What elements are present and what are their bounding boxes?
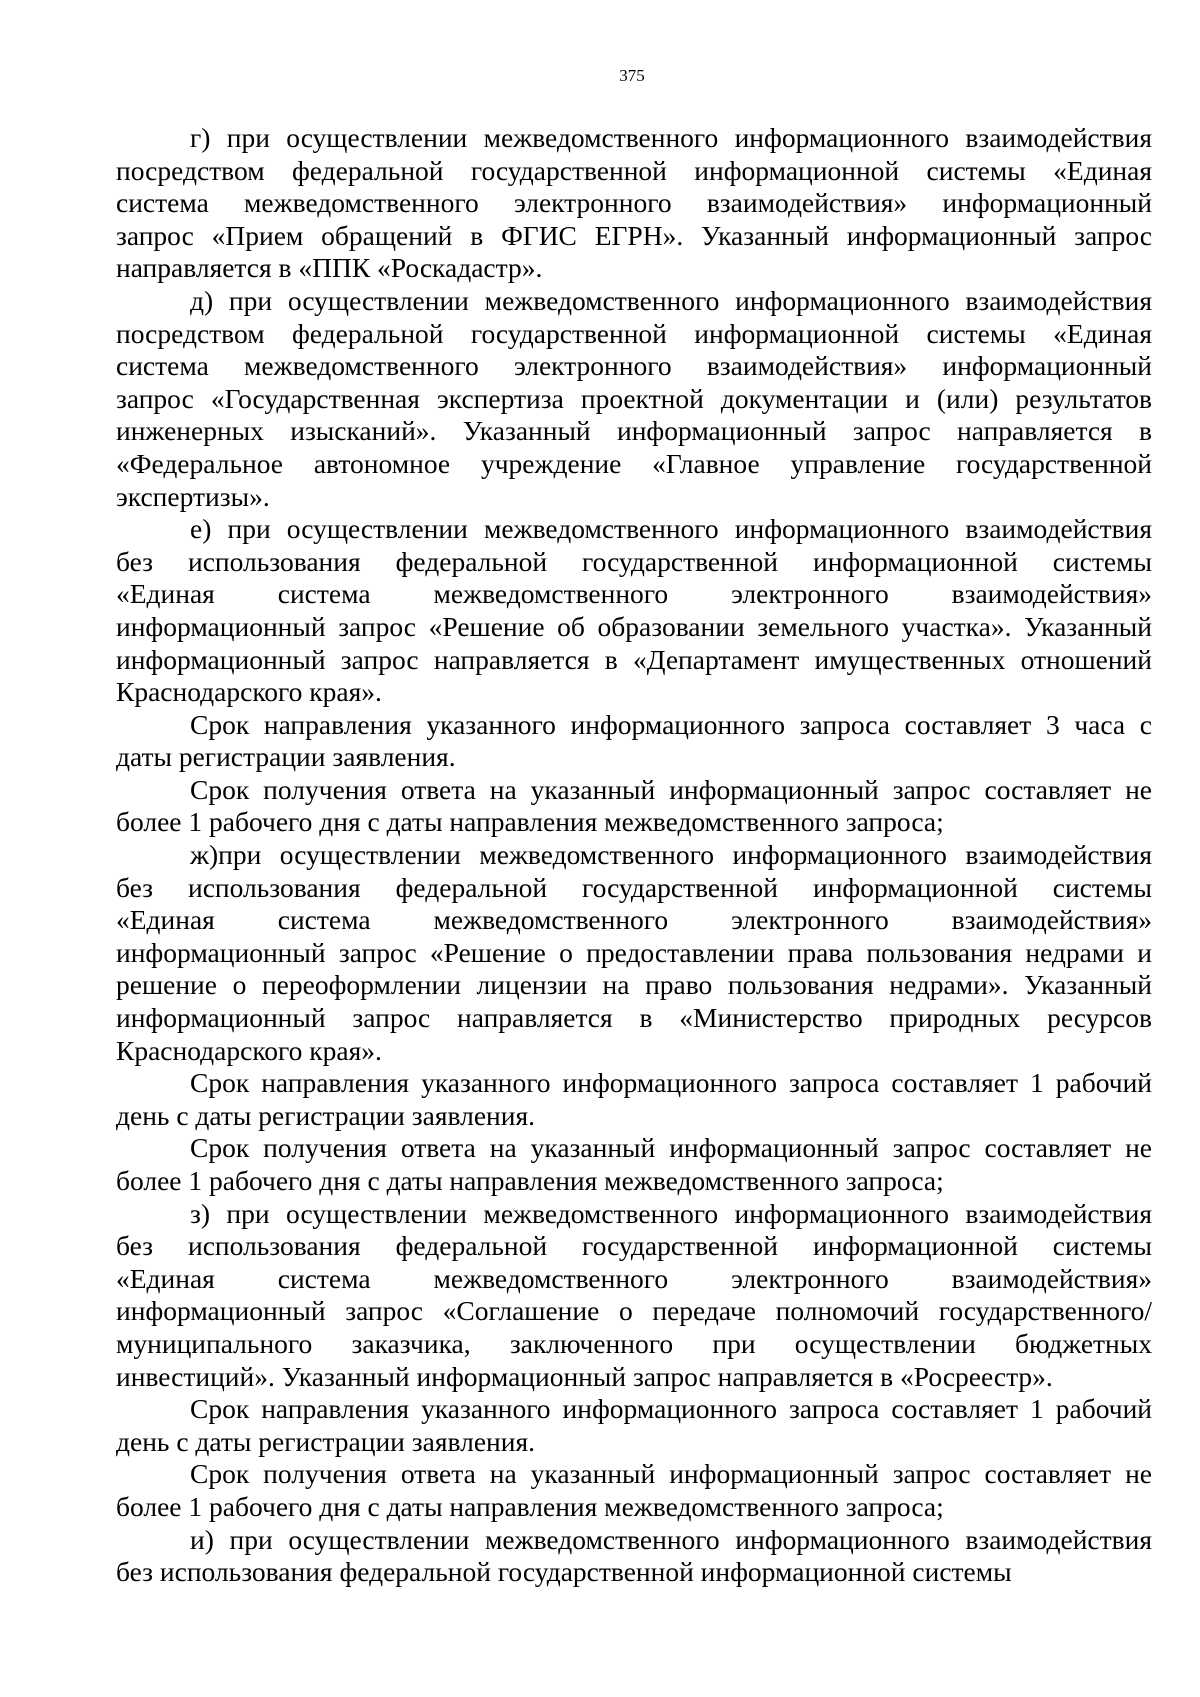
- paragraph: [116, 1132, 1152, 1197]
- text-line: г) при осуществлении межведомственного информационного взаимодействия: [190, 122, 1152, 153]
- paragraph: [116, 1458, 1152, 1523]
- text-line: муниципального заказчика, заключенного при осуществлении бюджетных: [116, 1327, 1152, 1359]
- text-line: «Единая система межведомственного электронного взаимодействия»: [116, 904, 1152, 936]
- paragraph: [116, 122, 1152, 285]
- text-line: «Единая система межведомственного электронного взаимодействия»: [116, 1262, 1152, 1294]
- text-line: информационный запрос направляется в «Министерство природных ресурсов: [116, 1002, 1152, 1034]
- text-line: посредством федеральной государственной информационной системы «Единая: [116, 317, 1152, 349]
- text-line: Краснодарского края».: [116, 1034, 382, 1066]
- text-line: день с даты регистрации заявления.: [116, 1099, 535, 1131]
- text-line: «Единая система межведомственного электронного взаимодействия»: [116, 578, 1152, 610]
- paragraph: [116, 1524, 1152, 1589]
- text-line: без использования федеральной государственной информационной системы: [116, 545, 1152, 577]
- text-line: информационный запрос «Соглашение о передаче полномочий государственного/: [116, 1295, 1152, 1327]
- page-number: 375: [619, 66, 645, 85]
- text-line: без использования федеральной государственной информационной системы: [116, 871, 1152, 903]
- paragraph: [116, 1393, 1152, 1458]
- text-line: запрос «Государственная экспертиза проектной документации и (или) результатов: [116, 382, 1152, 414]
- paragraph: [116, 1198, 1152, 1394]
- text-line: информационный запрос «Решение об образовании земельного участка». Указанный: [116, 610, 1152, 642]
- text-line: д) при осуществлении межведомственного информационного взаимодействия: [190, 284, 1152, 316]
- document-body: [116, 122, 1152, 1589]
- text-line: информационный запрос направляется в «Департамент имущественных отношений: [116, 643, 1152, 675]
- text-line: Краснодарского края».: [116, 676, 382, 708]
- text-line: Срок получения ответа на указанный информационный запрос составляет не: [190, 773, 1152, 805]
- text-line: «Федеральное автономное учреждение «Главное управление государственной: [116, 447, 1152, 479]
- text-line: Срок направления указанного информационного запроса составляет 1 рабочий: [190, 1393, 1152, 1425]
- text-line: Срок получения ответа на указанный информационный запрос составляет не: [190, 1458, 1152, 1490]
- text-line: Срок направления указанного информационного запроса составляет 1 рабочий: [190, 1067, 1152, 1099]
- text-line: без использования федеральной государственной информационной системы: [116, 1230, 1152, 1262]
- text-line: система межведомственного электронного взаимодействия» информационный: [116, 187, 1152, 219]
- text-line: даты регистрации заявления.: [116, 741, 456, 773]
- text-line: инвестиций». Указанный информационный запрос направляется в «Росреестр».: [116, 1360, 1053, 1392]
- paragraph: [116, 709, 1152, 774]
- paragraph: [116, 513, 1152, 709]
- text-line: день с даты регистрации заявления.: [116, 1425, 535, 1457]
- text-line: без использования федеральной государственной информационной системы: [116, 1556, 1012, 1588]
- text-line: запрос «Прием обращений в ФГИС ЕГРН». Указанный информационный запрос: [116, 219, 1152, 251]
- text-line: Срок получения ответа на указанный информационный запрос составляет не: [190, 1132, 1152, 1164]
- text-line: экспертизы».: [116, 480, 270, 512]
- text-line: информационный запрос «Решение о предоставлении права пользования недрами и: [116, 936, 1152, 968]
- paragraph: [116, 285, 1152, 513]
- text-line: ж)при осуществлении межведомственного информационного взаимодействия: [190, 839, 1152, 871]
- text-line: более 1 рабочего дня с даты направления межведомственного запроса;: [116, 1165, 944, 1196]
- paragraph: [116, 774, 1152, 839]
- text-line: Срок направления указанного информационного запроса составляет 3 часа с: [190, 708, 1152, 740]
- text-line: более 1 рабочего дня с даты направления межведомственного запроса;: [116, 806, 944, 838]
- text-line: более 1 рабочего дня с даты направления межведомственного запроса;: [116, 1490, 944, 1522]
- text-line: и) при осуществлении межведомственного информационного взаимодействия: [190, 1523, 1152, 1555]
- text-line: система межведомственного электронного взаимодействия» информационный: [116, 350, 1152, 382]
- text-line: направляется в «ППК «Роскадастр».: [116, 252, 543, 284]
- text-line: решение о переоформлении лицензии на право пользования недрами». Указанный: [116, 969, 1152, 1001]
- paragraph: [116, 839, 1152, 1067]
- text-line: инженерных изысканий». Указанный информационный запрос направляется в: [116, 415, 1152, 447]
- text-line: е) при осуществлении межведомственного информационного взаимодействия: [190, 513, 1152, 545]
- text-line: посредством федеральной государственной информационной системы «Единая: [116, 154, 1152, 186]
- paragraph: [116, 1067, 1152, 1132]
- text-line: з) при осуществлении межведомственного информационного взаимодействия: [190, 1197, 1152, 1229]
